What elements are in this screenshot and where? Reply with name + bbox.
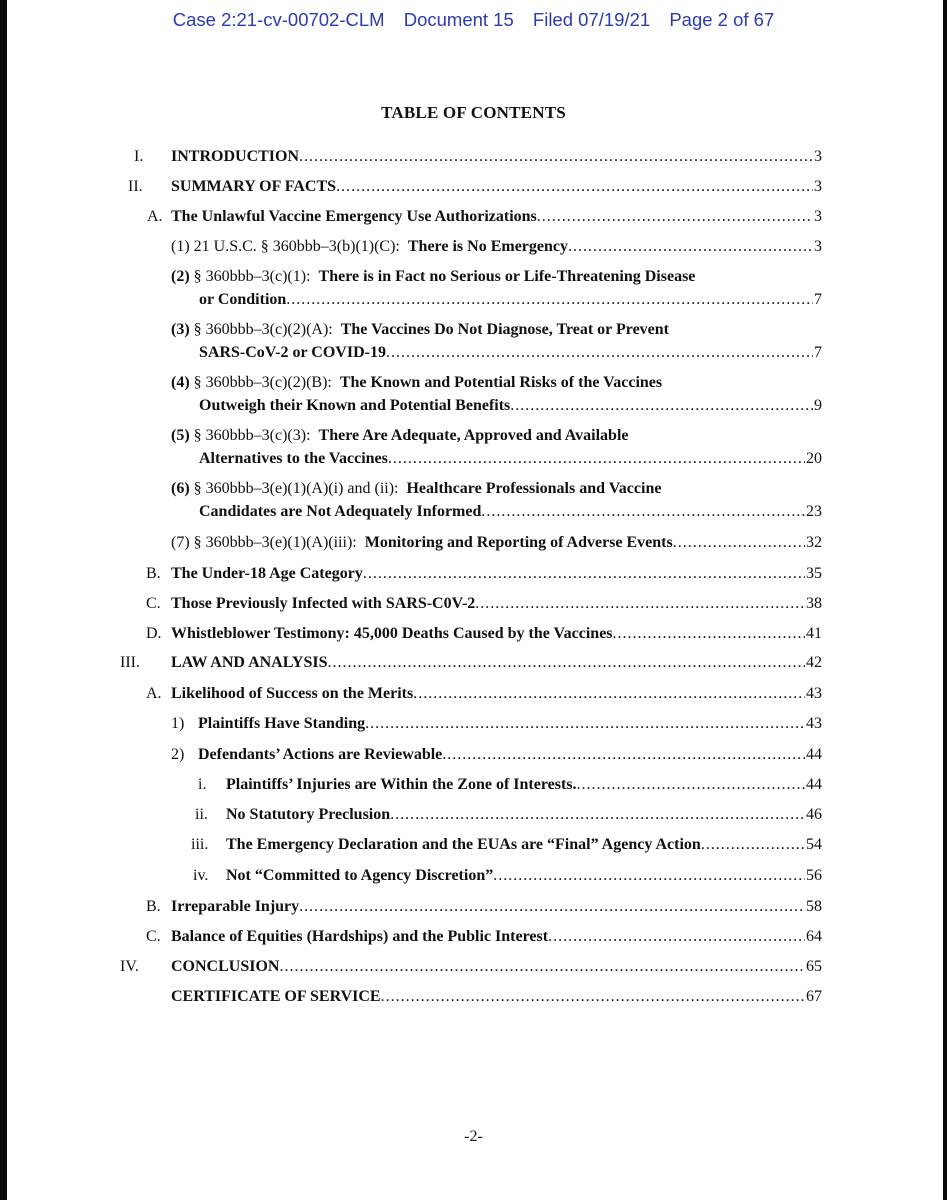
dot-leader: [613, 623, 805, 645]
dot-leader: [673, 532, 805, 554]
toc-entry-title: Monitoring and Reporting of Adverse Events: [364, 534, 673, 551]
toc-entry-number: ii.: [195, 806, 208, 823]
toc-entry-title-cont: Alternatives to the Vaccines: [199, 450, 388, 467]
dot-leader: [413, 683, 805, 705]
toc-page-number: 56: [806, 867, 822, 884]
toc-entry-title: There is No Emergency: [407, 238, 568, 255]
dot-leader: [365, 713, 805, 735]
document-number: Document 15: [403, 9, 514, 30]
toc-entry-number: i.: [198, 776, 207, 793]
toc-entry-number: (5): [171, 427, 194, 444]
toc-entry-title: Not “Committed to Agency Discretion”: [226, 867, 494, 884]
toc-entry-number: B.: [146, 565, 161, 582]
toc-page-number: 54: [806, 836, 822, 853]
toc-entry-title: Irreparable Injury: [171, 898, 300, 915]
dot-leader: [493, 865, 805, 887]
toc-entry-number: III.: [120, 654, 140, 671]
toc-entry-title: LAW AND ANALYSIS: [171, 654, 328, 671]
toc-page-number: 3: [814, 208, 822, 225]
case-header: [0, 9, 947, 31]
toc-entry-number: I.: [134, 148, 144, 165]
toc-page-number: 3: [814, 178, 822, 195]
toc-entry-title: The Unlawful Vaccine Emergency Use Authorizations: [171, 208, 537, 225]
toc-entry-title: Balance of Equities (Hardships) and the Public Interest: [171, 928, 549, 945]
dot-leader: [299, 146, 813, 168]
toc-entry-title: The Known and Potential Risks of the Vaccines: [339, 374, 663, 391]
toc-entry-title: The Vaccines Do Not Diagnose, Treat or Prevent: [340, 321, 670, 338]
toc-page-number: 32: [806, 534, 822, 551]
toc-page-number: 3: [814, 148, 822, 165]
dot-leader: [336, 176, 813, 198]
dot-leader: [363, 563, 805, 585]
toc-entry-number: A.: [146, 685, 162, 702]
toc-page-number: 7: [814, 344, 822, 361]
toc-entry-number: iii.: [191, 836, 209, 853]
toc-page-number: 41: [806, 625, 822, 642]
dot-leader: [548, 926, 805, 948]
toc-entry-number: (3): [171, 321, 194, 338]
toc-page-number: 7: [814, 291, 822, 308]
toc-page-number: 42: [806, 654, 822, 671]
toc-entry-title-cont: or Condition: [199, 291, 287, 308]
dot-leader: [481, 501, 805, 523]
toc-entry-citation: 21 U.S.C. § 360bbb–3(b)(1)(C):: [193, 238, 408, 255]
toc-entry-number: B.: [146, 898, 161, 915]
toc-entry-number: 2): [171, 746, 185, 763]
dot-leader: [386, 342, 813, 364]
toc-entry-title: Whistleblower Testimony: 45,000 Deaths Caused by the Vaccines: [171, 625, 613, 642]
toc-entry-number: (2): [171, 268, 194, 285]
toc-page-number: 65: [806, 958, 822, 975]
dot-leader: [510, 395, 813, 417]
toc-page-number: 9: [814, 397, 822, 414]
toc-page-number: 20: [806, 450, 822, 467]
dot-leader: [442, 744, 805, 766]
toc-page-number: 44: [806, 746, 822, 763]
dot-leader: [390, 804, 805, 826]
toc-page-number: 64: [806, 928, 822, 945]
toc-entry-citation: § 360bbb–3(e)(1)(A)(iii):: [193, 534, 365, 551]
toc-entry-title: Those Previously Infected with SARS-C0V-2: [171, 595, 476, 612]
dot-leader: [577, 774, 805, 796]
toc-page-number: 46: [806, 806, 822, 823]
toc-entry-title: The Emergency Declaration and the EUAs are “Final” Agency Action: [226, 836, 701, 853]
page-title: TABLE OF CONTENTS: [381, 103, 566, 122]
toc-entry-title: Likelihood of Success on the Merits: [171, 685, 414, 702]
toc-entry-citation: § 360bbb–3(c)(3):: [193, 427, 319, 444]
toc-entry-number: IV.: [120, 958, 139, 975]
toc-entry-citation: § 360bbb–3(e)(1)(A)(i) and (ii):: [193, 480, 407, 497]
toc-entry-citation: § 360bbb–3(c)(1):: [193, 268, 319, 285]
toc-entry-citation: § 360bbb–3(c)(2)(A):: [193, 321, 341, 338]
toc-entry-title: No Statutory Preclusion: [226, 806, 391, 823]
dot-leader: [701, 834, 805, 856]
toc-page-number: 58: [806, 898, 822, 915]
toc-entry-title: The Under-18 Age Category: [171, 565, 363, 582]
dot-leader: [328, 652, 805, 674]
toc-entry-title: SUMMARY OF FACTS: [171, 178, 337, 195]
toc-entry-number: (4): [171, 374, 194, 391]
toc-entry-title-cont: Outweigh their Known and Potential Benefits: [199, 397, 511, 414]
case-number: Case 2:21-cv-00702-CLM: [172, 9, 385, 30]
toc-entry-title: CONCLUSION: [171, 958, 280, 975]
dot-leader: [299, 896, 805, 918]
toc-page-number: 38: [806, 595, 822, 612]
page-edge-right: [943, 0, 947, 1200]
toc-page-number: 23: [806, 503, 822, 520]
dot-leader: [286, 289, 813, 311]
toc-entry-number: C.: [146, 928, 161, 945]
dot-leader: [568, 236, 813, 258]
toc-page-number: 35: [806, 565, 822, 582]
toc-entry-number: C.: [146, 595, 161, 612]
toc-entry-title: Plaintiffs’ Injuries are Within the Zone of Interests.: [226, 776, 577, 793]
dot-leader: [279, 956, 805, 978]
toc-entry-title: Plaintiffs Have Standing: [198, 715, 366, 732]
toc-page-number: 43: [806, 685, 822, 702]
toc-page-number: 3: [814, 238, 822, 255]
toc-entry-title: CERTIFICATE OF SERVICE: [171, 988, 381, 1005]
toc-entry-title: Healthcare Professionals and Vaccine: [406, 480, 662, 497]
toc-entry-number: 1): [171, 715, 185, 732]
toc-page-number: 44: [806, 776, 822, 793]
toc-entry-title: INTRODUCTION: [171, 148, 300, 165]
filed-date: Filed 07/19/21: [532, 9, 651, 30]
page-count: Page 2 of 67: [669, 9, 775, 30]
toc-entry-number: A.: [147, 208, 163, 225]
toc-entry-title-cont: SARS-CoV-2 or COVID-19: [199, 344, 386, 361]
toc-entry-number: D.: [146, 625, 162, 642]
toc-entry-number: iv.: [193, 867, 209, 884]
toc-entry-number: II.: [128, 178, 143, 195]
toc-entry-number: (7): [171, 534, 194, 551]
toc-page-number: 43: [806, 715, 822, 732]
toc-entry-number: (1): [171, 238, 194, 255]
toc-entry-citation: § 360bbb–3(c)(2)(B):: [193, 374, 340, 391]
dot-leader: [537, 206, 813, 228]
dot-leader: [475, 593, 805, 615]
toc-entry-title: Defendants’ Actions are Reviewable: [198, 746, 443, 763]
toc-entry-title: There Are Adequate, Approved and Available: [318, 427, 629, 444]
toc-page-number: 67: [806, 988, 822, 1005]
dot-leader: [388, 448, 805, 470]
page-number-footer: -2-: [464, 1128, 483, 1145]
toc-entry-title-cont: Candidates are Not Adequately Informed: [199, 503, 482, 520]
toc-entry-title: There is in Fact no Serious or Life-Threatening Disease: [318, 268, 696, 285]
page-edge-left: [0, 0, 7, 1200]
dot-leader: [381, 986, 805, 1008]
toc-entry-number: (6): [171, 480, 194, 497]
